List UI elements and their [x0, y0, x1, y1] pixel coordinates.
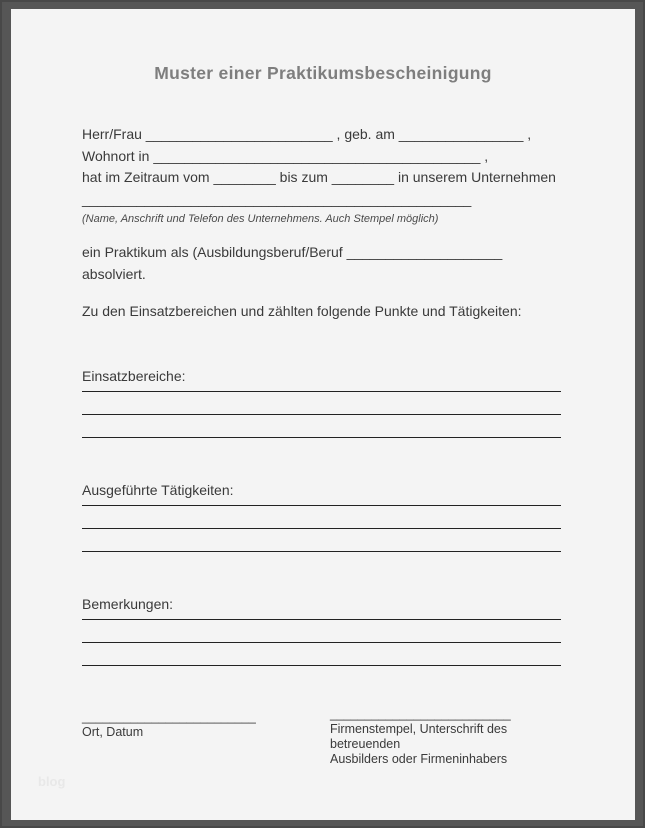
section-label-bemerkungen: Bemerkungen: — [82, 596, 174, 612]
signature-block-company — [330, 707, 570, 767]
company-hint-caption: (Name, Anschrift und Telefon des Unternehmens. Auch Stempel möglich) — [82, 213, 439, 225]
intro-line-period: hat im Zeitraum vom ________ bis zum ________ in unserem Unternehmen — [82, 169, 556, 185]
praktikum-line-completed: absolviert. — [82, 265, 146, 282]
signature-block-date — [82, 710, 256, 740]
writing-line — [82, 665, 561, 666]
writing-line — [82, 551, 561, 552]
company-blank-line: __________________________________________________ — [82, 190, 472, 207]
writing-line — [82, 414, 561, 415]
section-einsatzbereiche — [82, 368, 561, 438]
watermark-text: blog — [38, 774, 66, 789]
tasks-intro-line: Zu den Einsatzbereichen und zählten folgende Punkte und Tätigkeiten: — [82, 303, 522, 319]
writing-line — [82, 528, 561, 529]
writing-line — [82, 437, 561, 438]
company-signature-caption-1: Firmenstempel, Unterschrift des betreuenden — [330, 722, 508, 751]
date-signature-caption: Ort, Datum — [82, 725, 144, 739]
company-signature-caption-2: Ausbilders oder Firmeninhabers — [330, 752, 508, 766]
page-title: Muster einer Praktikumsbescheinigung — [154, 63, 492, 83]
company-signature-line: __________________________ — [330, 707, 511, 721]
praktikum-line-profession: ein Praktikum als (Ausbildungsberuf/Beruf ____________________ — [82, 244, 503, 260]
section-label-einsatzbereiche: Einsatzbereiche: — [82, 368, 186, 384]
section-bemerkungen — [82, 596, 561, 666]
writing-line — [82, 391, 561, 392]
document-page — [11, 9, 635, 820]
praktikum-paragraph — [82, 242, 582, 285]
writing-line — [82, 505, 561, 506]
section-taetigkeiten — [82, 482, 561, 552]
intro-paragraph — [82, 124, 582, 226]
date-signature-line: _________________________ — [82, 710, 256, 724]
writing-line — [82, 642, 561, 643]
intro-line-residence: Wohnort in __________________________________________ , — [82, 147, 489, 164]
writing-line — [82, 619, 561, 620]
section-label-taetigkeiten: Ausgeführte Tätigkeiten: — [82, 482, 234, 498]
intro-line-name: Herr/Frau ________________________ , geb. am ________________ , — [82, 126, 532, 142]
